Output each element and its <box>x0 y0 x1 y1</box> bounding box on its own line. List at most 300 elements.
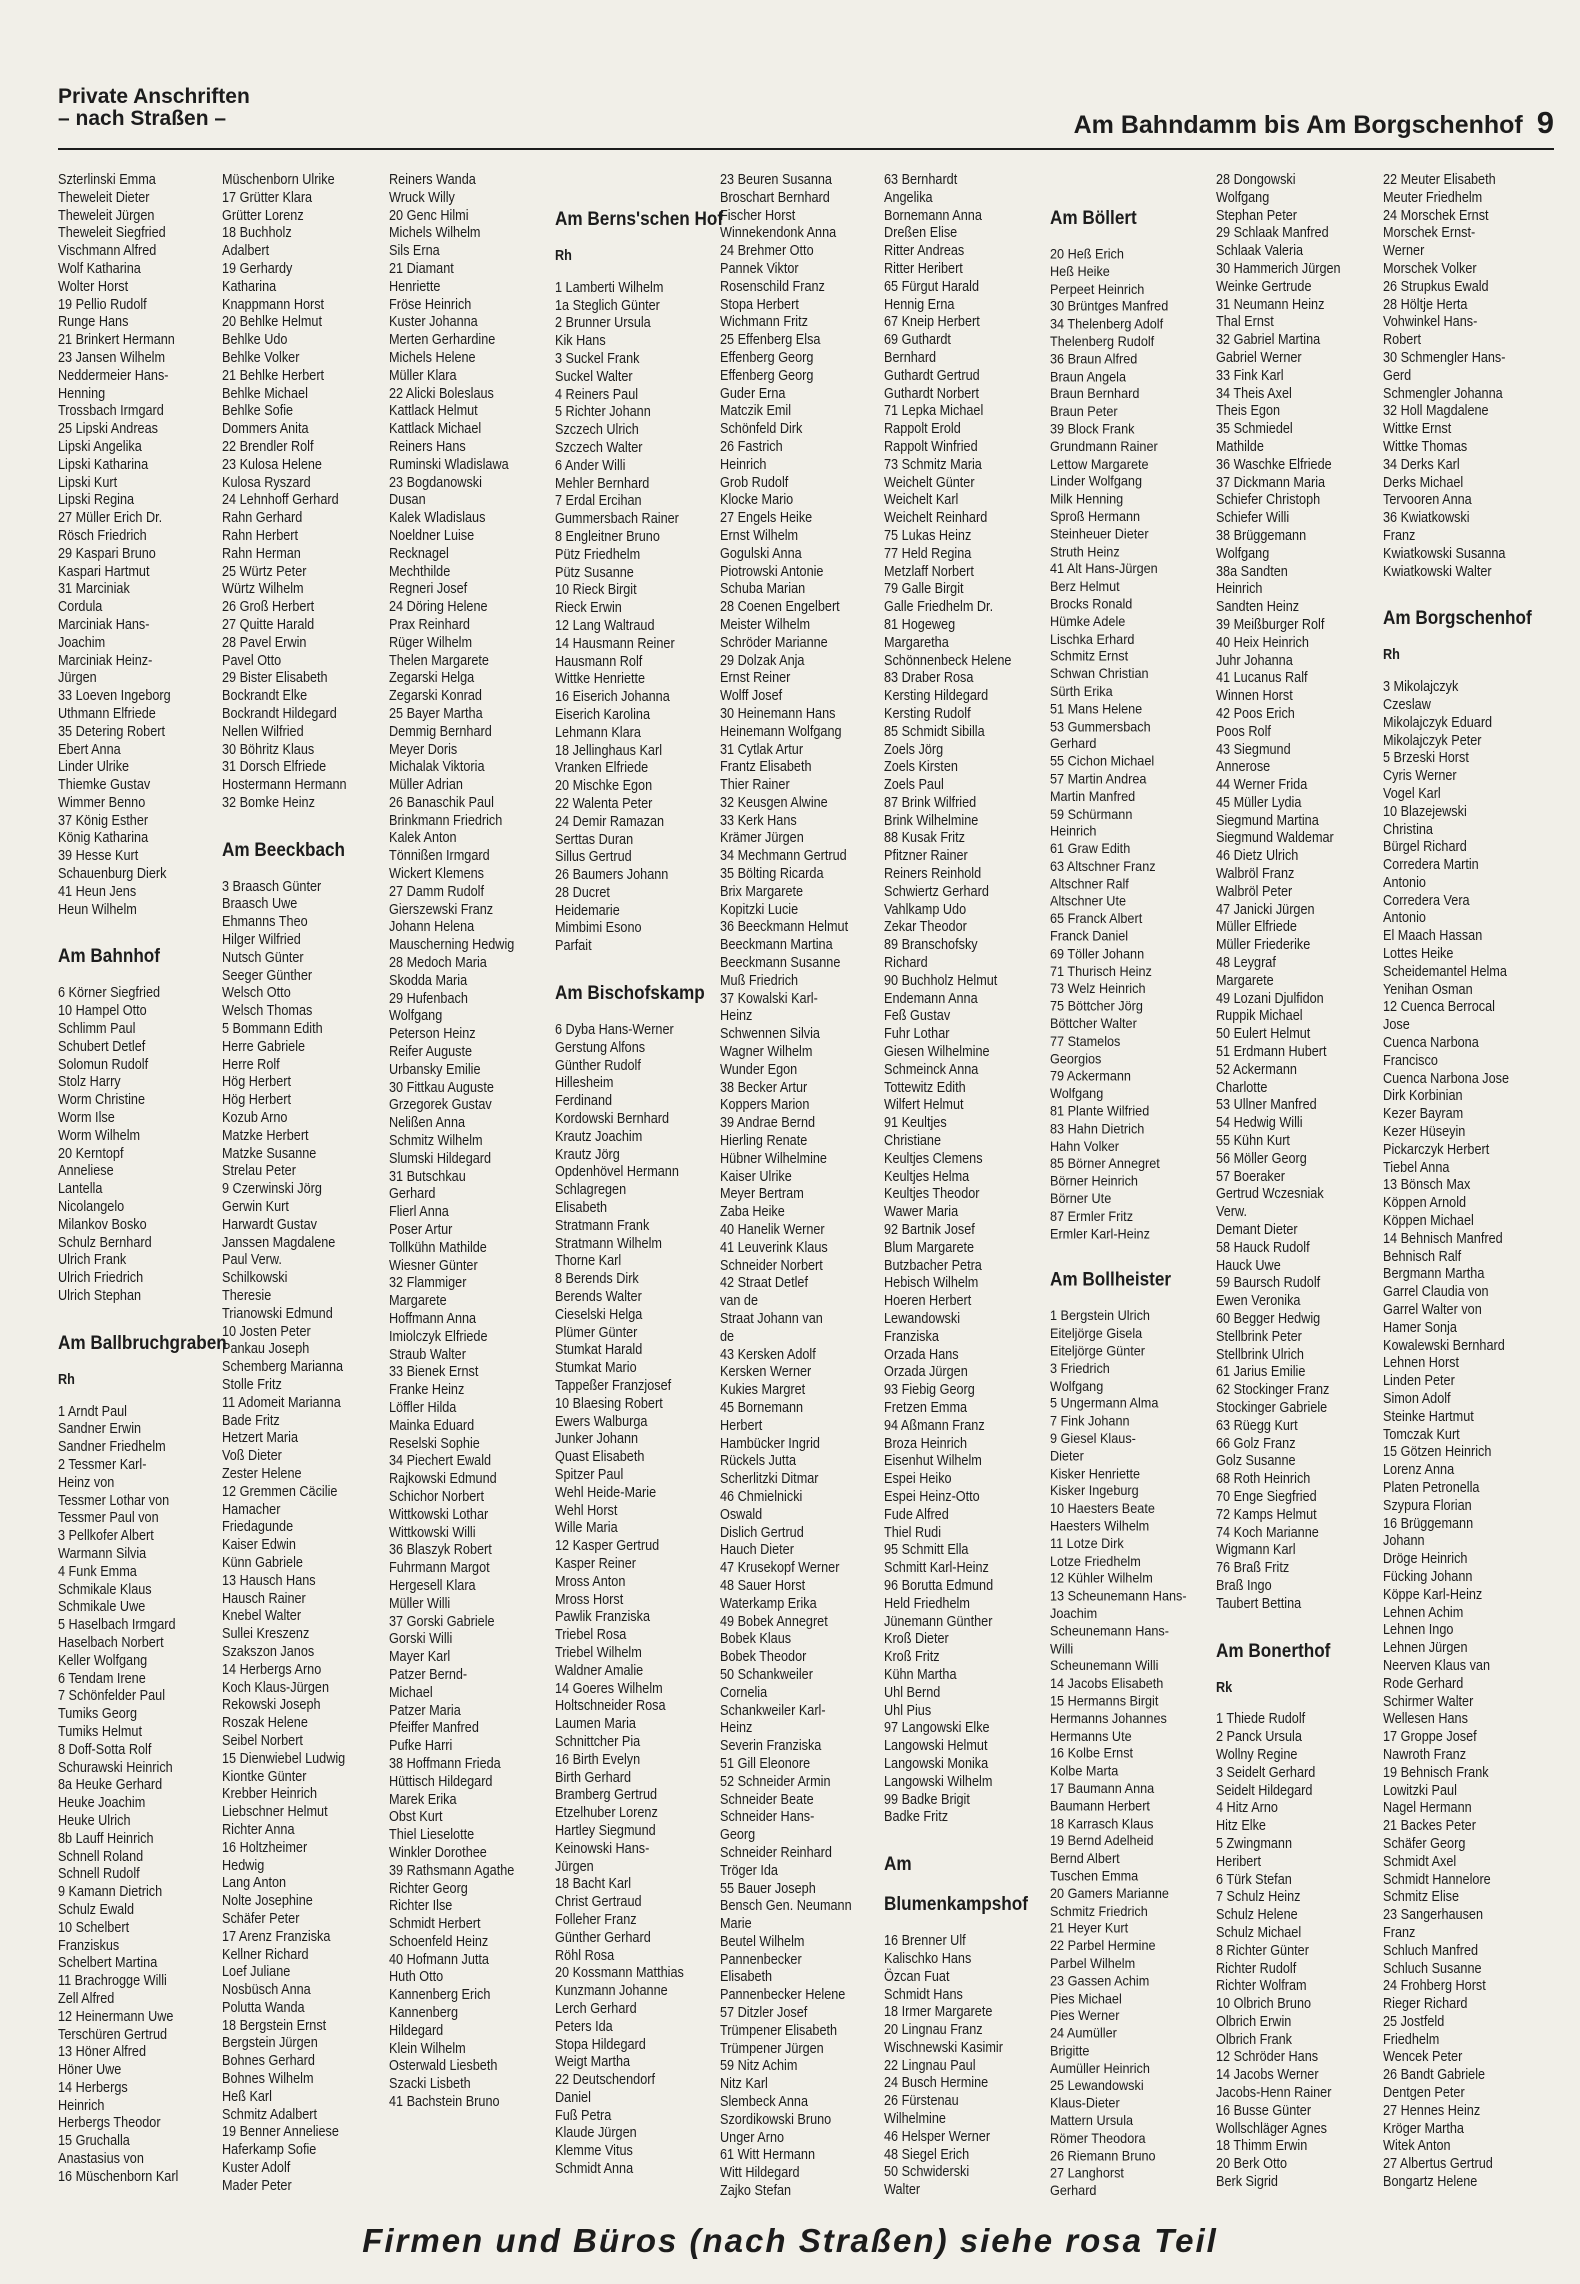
directory-entry: 58 Hauck Rudolf <box>1216 1239 1310 1256</box>
directory-entry: Scheunemann Hans- <box>1050 1623 1169 1640</box>
directory-entry: 10 Schelbert <box>58 1919 130 1936</box>
directory-entry: Weichelt Reinhard <box>884 510 988 527</box>
directory-entry: Böttcher Walter <box>1050 1016 1137 1033</box>
directory-entry: 26 Riemann Bruno <box>1050 2148 1156 2165</box>
directory-entry: Berk Sigrid <box>1216 2174 1278 2191</box>
directory-entry: 59 Schürmann <box>1050 806 1133 823</box>
directory-entry: Voß Dieter <box>222 1448 282 1465</box>
directory-entry: Jürgen <box>555 1858 594 1875</box>
directory-entry: Kasper Reiner <box>555 1555 636 1572</box>
directory-entry: Antonio <box>1383 910 1426 927</box>
directory-entry: Hitz Elke <box>1216 1818 1266 1835</box>
directory-entry: 14 Hausmann Reiner <box>555 635 675 652</box>
directory-entry: Effenberg Georg <box>720 367 814 384</box>
directory-entry: Steinheuer Dieter <box>1050 526 1149 543</box>
directory-entry: Stratmann Wilhelm <box>555 1235 662 1252</box>
directory-entry: de <box>720 1328 735 1345</box>
directory-entry: Suckel Walter <box>555 368 633 385</box>
directory-entry: Schmitz Adalbert <box>222 2106 318 2123</box>
directory-entry: Matzke Herbert <box>222 1127 309 1144</box>
directory-entry: 49 Lozani Djulfidon <box>1216 990 1324 1007</box>
directory-entry: 37 König Esther <box>58 812 149 829</box>
directory-entry: 51 Gill Eleonore <box>720 1755 811 1772</box>
directory-entry: Tollkühn Mathilde <box>389 1239 487 1256</box>
directory-entry: 75 Lukas Heinz <box>884 527 972 544</box>
directory-entry: 79 Galle Birgit <box>884 581 964 598</box>
directory-entry: Cuenca Narbona Jose <box>1383 1070 1510 1087</box>
directory-entry: Milk Henning <box>1050 491 1124 508</box>
directory-entry: Garrel Walter von <box>1383 1302 1482 1319</box>
directory-entry: Mauscherning Hedwig <box>389 937 515 954</box>
directory-entry: Schauenburg Dierk <box>58 866 167 883</box>
directory-entry: Heinemann Wolfgang <box>720 723 842 740</box>
directory-entry: 51 Erdmann Hubert <box>1216 1044 1327 1061</box>
directory-entry: Dreßen Elise <box>884 225 958 242</box>
directory-entry: 7 Schönfelder Paul <box>58 1688 166 1705</box>
street-heading: Am Bollheister <box>1050 1269 1172 1292</box>
directory-entry: 30 Fittkau Auguste <box>389 1079 494 1096</box>
district-code: Rh <box>1383 647 1400 664</box>
directory-entry: Kannenberg Erich <box>389 1987 491 2004</box>
directory-column-4 <box>555 172 724 2179</box>
directory-entry: Fretzen Emma <box>884 1399 968 1416</box>
directory-entry: Schneider Norbert <box>720 1257 823 1274</box>
directory-entry: 54 Hedwig Willi <box>1216 1115 1303 1132</box>
directory-entry: Hergesell Klara <box>389 1577 476 1594</box>
directory-entry: 41 Leuverink Klaus <box>720 1239 828 1256</box>
directory-entry: Wischnewski Kasimir <box>884 2039 1003 2056</box>
directory-entry: Behlke Volker <box>222 349 300 366</box>
directory-entry: 34 Piechert Ewald <box>389 1453 492 1470</box>
directory-entry: 29 Schlaak Manfred <box>1216 225 1329 242</box>
directory-entry: 16 Brenner Ulf <box>884 1933 966 1950</box>
directory-entry: Günther Gerhard <box>555 1929 651 1946</box>
directory-entry: Laumen Maria <box>555 1716 636 1733</box>
directory-entry: 26 Fürstenau <box>884 2093 959 2110</box>
directory-entry: Pufke Harri <box>389 1738 453 1755</box>
directory-entry: 7 Schulz Heinz <box>1216 1889 1301 1906</box>
directory-entry: Nitz Karl <box>720 2076 768 2093</box>
directory-entry: Stopa Hildegard <box>555 2036 646 2053</box>
directory-entry: 47 Krusekopf Werner <box>720 1560 840 1577</box>
street-heading: Am Bahnhof <box>58 945 160 968</box>
directory-entry: 5 Bommann Edith <box>222 1021 323 1038</box>
directory-entry: Tottewitz Edith <box>884 1079 966 1096</box>
directory-entry: 23 Jansen Wilhelm <box>58 349 165 366</box>
directory-entry: 13 Scheunemann Hans- <box>1050 1588 1187 1605</box>
directory-entry: Schulz Helene <box>1216 1907 1298 1924</box>
directory-entry: Wittke Henriette <box>555 671 646 688</box>
directory-entry: 28 Medoch Maria <box>389 955 487 972</box>
directory-entry: Kolbe Marta <box>1050 1763 1119 1780</box>
directory-entry: 37 Kowalski Karl- <box>720 990 818 1007</box>
directory-entry: Walter <box>884 2182 921 2199</box>
directory-entry: Mross Horst <box>555 1591 624 1608</box>
directory-entry: 12 Kühler Wilhelm <box>1050 1571 1153 1587</box>
directory-entry: 23 Gassen Achim <box>1050 1973 1150 1990</box>
directory-entry: Mikolajczyk Peter <box>1383 732 1482 749</box>
directory-entry: Schönnenbeck Helene <box>884 652 1012 669</box>
directory-entry: 46 Chmielnicki <box>720 1488 803 1505</box>
directory-entry: Blum Margarete <box>884 1239 975 1256</box>
directory-entry: Wellesen Hans <box>1383 1711 1468 1728</box>
directory-entry: 3 Friedrich <box>1050 1361 1110 1377</box>
directory-entry: Rieck Erwin <box>555 600 622 617</box>
directory-entry: Wilhelmine <box>884 2111 946 2128</box>
directory-entry: 33 Bienek Ernst <box>389 1364 479 1381</box>
directory-entry: 34 Thelenberg Adolf <box>1050 316 1164 333</box>
directory-entry: 22 Lingnau Paul <box>884 2057 976 2074</box>
directory-entry: 10 Josten Peter <box>222 1323 311 1340</box>
directory-entry: Fuß Petra <box>555 2107 612 2124</box>
directory-entry: Willi <box>1050 1641 1074 1657</box>
directory-entry: 37 Dickmann Maria <box>1216 474 1326 491</box>
directory-entry: Schirmer Walter <box>1383 1693 1474 1710</box>
directory-entry: Espei Heiko <box>884 1471 952 1488</box>
directory-entry: Obst Kurt <box>389 1809 443 1826</box>
directory-entry: 24 Aumüller <box>1050 2026 1117 2042</box>
directory-entry: Schwan Christian <box>1050 666 1149 683</box>
directory-entry: 36 Kwiatkowski <box>1383 510 1470 527</box>
directory-entry: Nagel Hermann <box>1383 1800 1472 1817</box>
directory-entry: 57 Ditzler Josef <box>720 2005 808 2022</box>
directory-entry: Köppen Michael <box>1383 1213 1474 1230</box>
directory-entry: Szakszon Janos <box>222 1643 315 1660</box>
directory-entry: Endemann Anna <box>884 990 978 1007</box>
directory-entry: Cordula <box>58 599 103 616</box>
directory-entry: Wilfert Helmut <box>884 1097 964 1114</box>
directory-entry: 44 Werner Frida <box>1216 777 1308 794</box>
directory-entry: Schnell Roland <box>58 1848 144 1865</box>
directory-entry: Krautz Jörg <box>555 1146 620 1163</box>
directory-entry: Hümke Adele <box>1050 614 1126 630</box>
directory-entry: 32 Keusgen Alwine <box>720 794 828 811</box>
directory-entry: 42 Poos Erich <box>1216 705 1295 722</box>
directory-entry: Peterson Heinz <box>389 1026 476 1043</box>
directory-entry: Schiefer Christoph <box>1216 492 1321 509</box>
directory-entry: 18 Buchholz <box>222 225 292 242</box>
directory-entry: Fuhr Lothar <box>884 1026 950 1043</box>
directory-entry: Mikolajczyk Eduard <box>1383 714 1493 731</box>
directory-entry: 16 Kolbe Ernst <box>1050 1746 1134 1762</box>
directory-entry: Sproß Hermann <box>1050 509 1141 525</box>
directory-entry: 81 Plante Wilfried <box>1050 1103 1150 1120</box>
directory-entry: Thiel Rudi <box>884 1524 942 1541</box>
directory-entry: 28 Coenen Engelbert <box>720 599 840 616</box>
directory-entry: Ulrich Frank <box>58 1252 127 1269</box>
directory-entry: 40 Hofmann Jutta <box>389 1951 489 1968</box>
directory-entry: Szterlinski Emma <box>58 172 156 188</box>
directory-entry: Szacki Lisbeth <box>389 2076 471 2093</box>
directory-entry: Klemme Vitus <box>555 2143 633 2160</box>
directory-entry: Franziskus <box>58 1937 120 1954</box>
directory-entry: Uhl Pius <box>884 1702 932 1719</box>
directory-entry: Seeger Günther <box>222 967 313 984</box>
directory-entry: 69 Guthardt <box>884 332 951 349</box>
directory-entry: Theweleit Jürgen <box>58 207 155 224</box>
directory-entry: Platen Petronella <box>1383 1479 1480 1496</box>
directory-entry: Ritter Heribert <box>884 260 963 277</box>
directory-entry: Berends Walter <box>555 1289 642 1306</box>
directory-entry: Triebel Wilhelm <box>555 1644 642 1661</box>
directory-entry: Christina <box>1383 821 1433 838</box>
directory-entry: 92 Bartnik Josef <box>884 1222 975 1239</box>
directory-entry: Braun Bernhard <box>1050 386 1140 403</box>
directory-entry: Lettow Margarete <box>1050 456 1149 473</box>
directory-entry: Schlagregen <box>555 1182 627 1199</box>
directory-entry: Kattlack Michael <box>389 421 482 438</box>
directory-entry: 61 Jarius Emilie <box>1216 1364 1306 1381</box>
directory-entry: Zaba Heike <box>720 1204 785 1221</box>
directory-entry: 90 Buchholz Helmut <box>884 972 998 989</box>
directory-entry: Wittke Ernst <box>1383 421 1452 438</box>
directory-entry: Hoeren Herbert <box>884 1293 972 1310</box>
directory-entry: 12 Gremmen Cäcilie <box>222 1483 338 1500</box>
directory-entry: 35 Schmiedel <box>1216 421 1293 438</box>
street-heading: Am Ballbruchgraben <box>58 1331 227 1354</box>
directory-entry: Lehnen Horst <box>1383 1355 1460 1372</box>
directory-entry: 50 Schankweiler <box>720 1666 813 1683</box>
directory-entry: Hartley Siegmund <box>555 1822 656 1839</box>
directory-entry: Haselbach Norbert <box>58 1634 164 1651</box>
directory-entry: 28 Höltje Herta <box>1383 296 1468 313</box>
directory-entry: Wolfgang <box>389 1008 443 1025</box>
directory-entry: Schmidt Hans <box>884 1986 963 2003</box>
directory-entry: Pickarczyk Herbert <box>1383 1141 1490 1158</box>
directory-entry: 29 Dolzak Anja <box>720 652 805 669</box>
directory-entry: Stolle Fritz <box>222 1377 282 1393</box>
directory-entry: Schulz Michael <box>1216 1924 1302 1941</box>
directory-entry: 21 Backes Peter <box>1383 1818 1476 1835</box>
directory-entry: Cuenca Narbona <box>1383 1035 1479 1052</box>
directory-entry: Wehl Horst <box>555 1502 618 1519</box>
directory-entry: Wille Maria <box>555 1520 618 1537</box>
footer-note: Firmen und Büros (nach Straßen) siehe rosa Teil <box>362 2222 1218 2259</box>
directory-entry: Olbrich Erwin <box>1216 2013 1292 2030</box>
directory-entry: Zegarski Konrad <box>389 688 482 705</box>
directory-entry: Simon Adolf <box>1383 1391 1451 1407</box>
directory-entry: Dusan <box>389 492 426 509</box>
directory-entry: 19 Behnisch Frank <box>1383 1764 1489 1781</box>
street-range-heading <box>1074 105 1554 141</box>
directory-entry: 18 Karrasch Klaus <box>1050 1816 1154 1832</box>
directory-column-5 <box>720 172 859 2201</box>
directory-entry: Tumiks Helmut <box>58 1723 142 1740</box>
directory-entry: Tessmer Lothar von <box>58 1492 170 1509</box>
directory-entry: Hillesheim <box>555 1075 614 1092</box>
directory-entry: 17 Baumann Anna <box>1050 1781 1155 1797</box>
directory-entry: 60 Begger Hedwig <box>1216 1311 1321 1327</box>
directory-entry: Mayer Karl <box>389 1649 451 1666</box>
directory-entry: Parbel Wilhelm <box>1050 1956 1136 1972</box>
directory-entry: Stellbrink Peter <box>1216 1328 1302 1345</box>
directory-entry: 7 Fink Johann <box>1050 1413 1130 1430</box>
directory-entry: Nutsch Günter <box>222 949 304 966</box>
directory-column-9 <box>1383 172 1532 2192</box>
directory-entry: 41 Alt Hans-Jürgen <box>1050 561 1158 578</box>
directory-entry: Jünemann Günther <box>884 1613 993 1630</box>
directory-entry: Perpeet Heinrich <box>1050 281 1145 298</box>
directory-entry: 27 Hennes Heinz <box>1383 2102 1481 2119</box>
directory-entry: Broza Heinrich <box>884 1435 968 1452</box>
directory-entry: 29 Bister Elisabeth <box>222 670 328 687</box>
directory-entry: Brink Wilhelmine <box>884 812 979 829</box>
directory-entry: Zoels Kirsten <box>884 759 958 776</box>
directory-entry: 41 Bachstein Bruno <box>389 2094 500 2111</box>
directory-entry: 24 Demir Ramazan <box>555 813 665 830</box>
directory-entry: Beeckmann Susanne <box>720 955 841 972</box>
directory-entry: Robert <box>1383 332 1422 349</box>
directory-entry: Ulrich Friedrich <box>58 1270 144 1287</box>
directory-entry: 12 Cuenca Berrocal <box>1383 999 1495 1016</box>
directory-entry: Matczik Emil <box>720 403 792 420</box>
directory-entry: Espei Heinz-Otto <box>884 1488 980 1505</box>
directory-entry: Özcan Fuat <box>884 1968 950 1985</box>
directory-entry: Wolf Katharina <box>58 260 141 277</box>
directory-entry: 71 Lepka Michael <box>884 403 984 420</box>
directory-entry: Brix Margarete <box>720 883 804 900</box>
directory-entry: Ehmanns Theo <box>222 914 308 931</box>
directory-entry: 19 Gerhardy <box>222 260 293 277</box>
directory-entry: Hambücker Ingrid <box>720 1435 820 1452</box>
directory-entry: Neddermeier Hans- <box>58 367 169 384</box>
directory-entry: Noeldner Luise <box>389 527 475 544</box>
directory-entry: Zajko Stefan <box>720 2183 792 2200</box>
directory-entry: Cieselski Helga <box>555 1306 643 1323</box>
directory-entry: Rahn Herman <box>222 545 301 562</box>
directory-entry: Bramberg Gertrud <box>555 1787 658 1804</box>
directory-entry: Schmikale Uwe <box>58 1599 146 1616</box>
directory-entry: 26 Strupkus Ewald <box>1383 278 1489 295</box>
directory-entry: Mross Anton <box>555 1573 626 1590</box>
directory-entry: Richter Ilse <box>389 1898 453 1915</box>
directory-entry: 26 Fastrich <box>720 438 783 455</box>
directory-entry: Richter Rudolf <box>1216 1960 1297 1977</box>
directory-entry: Cyris Werner <box>1383 768 1457 785</box>
directory-entry: Huth Otto <box>389 1969 444 1986</box>
directory-entry: 16 Busse Günter <box>1216 2102 1312 2119</box>
street-heading: Am Beeckbach <box>222 838 346 861</box>
directory-entry: Behlke Michael <box>222 385 308 402</box>
directory-entry: Röhl Rosa <box>555 1947 615 1964</box>
directory-entry: 87 Brink Wilfried <box>884 794 977 811</box>
directory-entry: 24 Brehmer Otto <box>720 243 814 260</box>
directory-entry: 40 Heix Heinrich <box>1216 634 1309 651</box>
directory-entry: Knebel Walter <box>222 1608 302 1625</box>
directory-entry: 29 Hufenbach <box>389 990 468 1007</box>
directory-entry: Vischmann Alfred <box>58 243 157 260</box>
directory-entry: 1 Thiede Rudolf <box>1216 1711 1306 1728</box>
directory-entry: 10 Hampel Otto <box>58 1003 147 1020</box>
directory-entry: Lipski Katharina <box>58 456 149 473</box>
directory-entry: Bongartz Helene <box>1383 2174 1478 2191</box>
directory-entry: 27 Damm Rudolf <box>389 883 485 900</box>
directory-entry: 57 Martin Andrea <box>1050 771 1147 788</box>
directory-entry: Mehler Bernhard <box>555 475 650 492</box>
directory-entry: 95 Schmitt Ella <box>884 1542 969 1559</box>
directory-entry: Wollschläger Agnes <box>1216 2120 1327 2137</box>
directory-entry: 46 Helsper Werner <box>884 2128 991 2145</box>
directory-entry: Henriette <box>389 278 441 295</box>
directory-entry: 89 Branschofsky <box>884 937 978 954</box>
directory-entry: 30 Schmengler Hans- <box>1383 349 1506 366</box>
directory-entry: Franz <box>1383 527 1416 544</box>
directory-entry: 26 Groß Herbert <box>222 599 315 616</box>
directory-entry: Schoenfeld Heinz <box>389 1933 489 1950</box>
directory-entry: Daniel <box>555 2089 591 2106</box>
directory-entry: Czeslaw <box>1383 696 1431 713</box>
directory-entry: Elisabeth <box>555 1200 608 1217</box>
directory-entry: Hermanns Ute <box>1050 1728 1132 1745</box>
directory-entry: König Katharina <box>58 830 149 847</box>
directory-entry: Wehl Heide-Marie <box>555 1484 657 1501</box>
directory-entry: Marek Erika <box>389 1791 457 1808</box>
directory-entry: Kukies Margret <box>720 1382 806 1399</box>
directory-entry: Ebert Anna <box>58 741 121 758</box>
directory-entry: Rajkowski Edmund <box>389 1471 497 1488</box>
directory-entry: El Maach Hassan <box>1383 928 1483 945</box>
directory-entry: 81 Hogeweg <box>884 616 956 633</box>
directory-entry: Welsch Thomas <box>222 1003 313 1020</box>
directory-entry: 21 Diamant <box>389 260 454 277</box>
directory-entry: Corredera Vera <box>1383 892 1470 909</box>
directory-entry: Mainka Eduard <box>389 1417 475 1434</box>
directory-entry: Meuter Friedhelm <box>1383 189 1483 206</box>
directory-entry: 88 Kusak Fritz <box>884 830 965 847</box>
directory-entry: Bernd Albert <box>1050 1851 1120 1867</box>
directory-entry: 68 Roth Heinrich <box>1216 1471 1311 1488</box>
directory-entry: Heß Karl <box>222 2088 272 2105</box>
directory-entry: 30 Hammerich Jürgen <box>1216 260 1341 277</box>
directory-entry: Hilger Wilfried <box>222 932 301 949</box>
directory-entry: Grütter Lorenz <box>222 207 304 224</box>
directory-entry: 36 Braun Alfred <box>1050 351 1138 368</box>
directory-entry: Annerose <box>1216 759 1271 776</box>
directory-entry: 65 Fürgut Harald <box>884 278 980 295</box>
directory-entry: Waterkamp Erika <box>720 1595 817 1612</box>
directory-entry: Trianowski Edmund <box>222 1305 333 1322</box>
directory-entry: 63 Bernhardt <box>884 172 958 188</box>
directory-entry: Schankweiler Karl- <box>720 1702 826 1719</box>
directory-entry: Fröse Heinrich <box>389 296 472 313</box>
directory-entry: Fücking Johann <box>1383 1568 1473 1585</box>
directory-entry: 30 Brüntges Manfred <box>1050 299 1169 315</box>
directory-entry: Franz <box>1383 1924 1416 1941</box>
directory-entry: 40 Hanelik Werner <box>720 1222 825 1239</box>
directory-entry: 15 Gruchalla <box>58 2133 130 2150</box>
directory-entry: Klocke Mario <box>720 492 794 509</box>
directory-entry: Zell Alfred <box>58 1990 115 2007</box>
directory-entry: Grob Rudolf <box>720 474 789 491</box>
directory-entry: Schulz Ewald <box>58 1901 135 1918</box>
directory-entry: Trümpener Jürgen <box>720 2040 824 2057</box>
directory-entry: Bobek Klaus <box>720 1631 792 1648</box>
directory-entry: Pannenbecker Helene <box>720 1987 846 2004</box>
directory-entry: Stephan Peter <box>1216 207 1297 224</box>
directory-entry: Behlke Sofie <box>222 403 294 420</box>
directory-entry: 39 Meißburger Rolf <box>1216 616 1325 633</box>
directory-entry: 31 Dorsch Elfriede <box>222 759 327 776</box>
directory-entry: Waldner Amalie <box>555 1662 644 1679</box>
directory-entry: 93 Fiebig Georg <box>884 1382 975 1399</box>
directory-entry: 99 Badke Brigit <box>884 1791 970 1808</box>
directory-entry: 41 Lucanus Ralf <box>1216 670 1308 687</box>
directory-entry: Knappmann Horst <box>222 296 325 313</box>
directory-entry: Sillus Gertrud <box>555 849 632 866</box>
directory-entry: Beeckmann Martina <box>720 937 833 954</box>
directory-entry: Taubert Bettina <box>1216 1595 1302 1612</box>
directory-entry: 13 Hausch Hans <box>222 1572 316 1589</box>
